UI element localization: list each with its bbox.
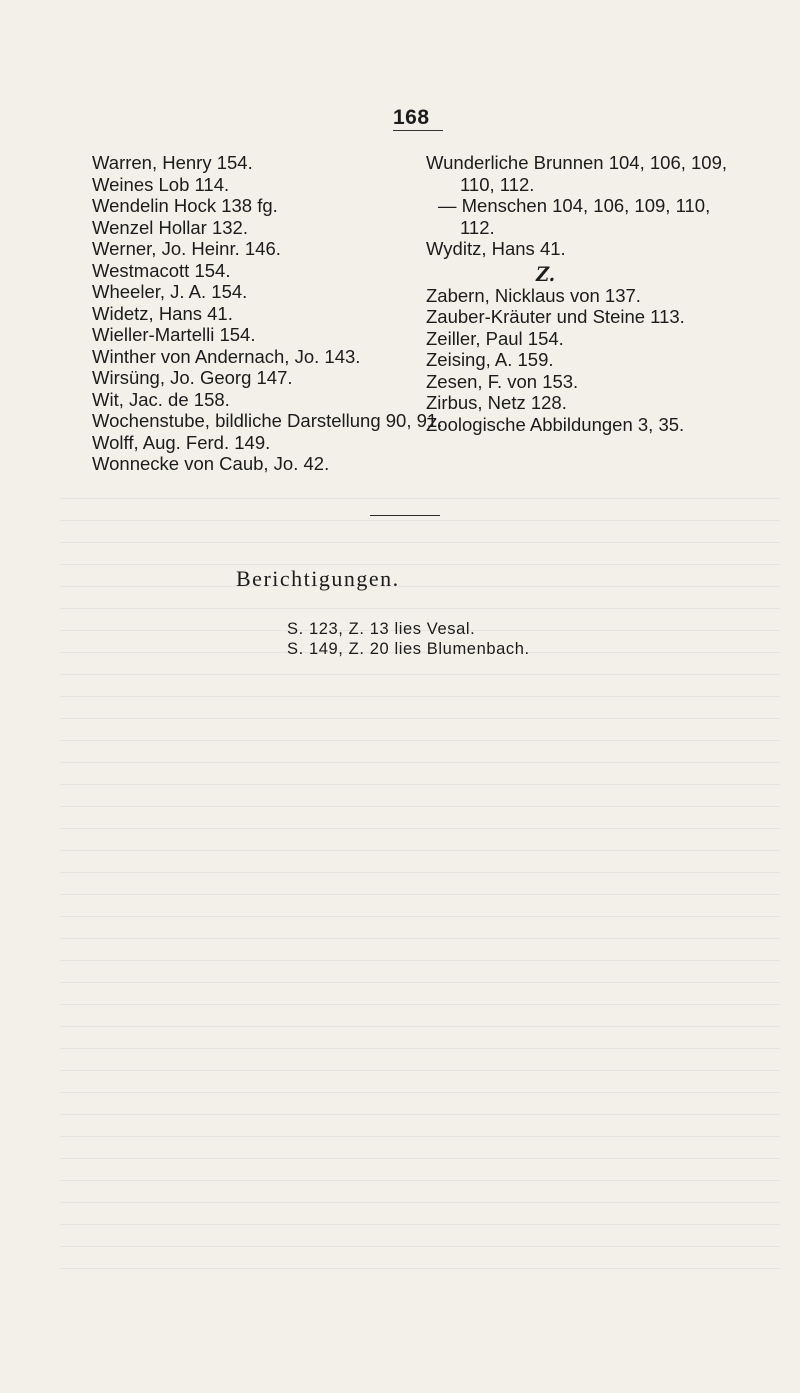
index-right-column <box>426 152 786 435</box>
page-number: 168 <box>393 106 430 129</box>
index-entry: Werner, Jo. Heinr. 146. <box>92 238 281 259</box>
index-entry: Zauber-Kräuter und Steine 113. <box>426 306 685 327</box>
index-entry: Winther von Andernach, Jo. 143. <box>92 345 361 367</box>
index-entry: Zirbus, Netz 128. <box>426 392 567 413</box>
index-entry: Weines Lob 114. <box>92 173 230 195</box>
index-entry: Wendelin Hock 138 fg. <box>92 195 278 216</box>
correction-item: S. 123, Z. 13 lies Vesal. <box>287 620 476 638</box>
index-entry: Wit, Jac. de 158. <box>92 388 230 410</box>
corrections-heading: Berichtigungen. <box>236 566 400 591</box>
correction-item: S. 149, Z. 20 lies Blumenbach. <box>287 640 530 658</box>
index-entry: Zeiller, Paul 154. <box>426 327 564 349</box>
index-entry: Wirsüng, Jo. Georg 147. <box>92 367 293 388</box>
index-entry: Zabern, Nicklaus von 137. <box>426 284 641 306</box>
index-entry: Zoologische Abbildungen 3, 35. <box>426 413 685 435</box>
index-entry: Wyditz, Hans 41. <box>426 238 566 259</box>
page-number-underline <box>393 130 443 131</box>
index-entry: Westmacott 154. <box>92 259 231 281</box>
index-entry: Wheeler, J. A. 154. <box>92 281 248 302</box>
index-entry: Zeising, A. 159. <box>426 349 554 370</box>
index-entry-continuation: 110, 112. <box>460 173 535 195</box>
index-left-column <box>92 152 443 475</box>
index-entry: Warren, Henry 154. <box>92 152 253 173</box>
index-entry: Wolff, Aug. Ferd. 149. <box>92 431 271 453</box>
corrections-list <box>287 619 530 659</box>
section-divider <box>370 515 440 516</box>
index-entry: Wonnecke von Caub, Jo. 42. <box>92 453 330 474</box>
index-entry: Wochenstube, bildliche Darstellung 90, 91. <box>92 410 443 431</box>
index-entry: Wenzel Hollar 132. <box>92 216 248 238</box>
index-entry: Wunderliche Brunnen 104, 106, 109, <box>426 152 728 173</box>
index-entry-continuation: 112. <box>460 216 495 238</box>
index-entry: Wieller-Martelli 154. <box>92 324 256 345</box>
index-entry: Zesen, F. von 153. <box>426 370 579 392</box>
index-entry: Widetz, Hans 41. <box>92 302 233 324</box>
show-through-texture <box>60 480 780 1273</box>
index-entry: — Menschen 104, 106, 109, 110, <box>438 195 711 216</box>
section-letter-heading: Z. <box>536 261 556 286</box>
